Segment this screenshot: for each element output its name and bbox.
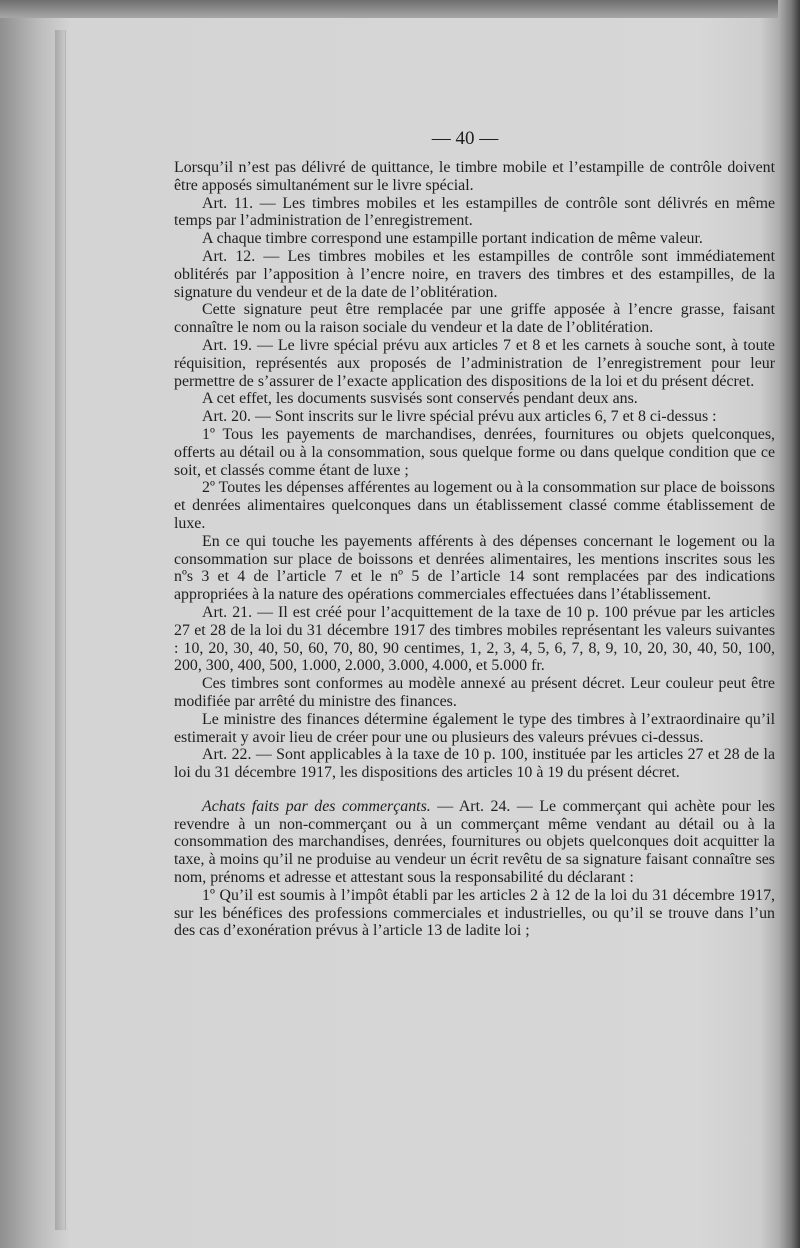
paragraph bbox=[174, 230, 775, 248]
paragraph-text: En ce qui touche les payements afférents à des dépenses concernant le logement ou la consommation sur place de boissons et denrées alimentaires, les mentions inscrites sous les nºs 3 et 4 de l’article 7 et le nº 5 de l’article 14 sont remplacées par des indications appropriées à la nature des opérations commerciales effectuées dans l’établissement. bbox=[174, 532, 775, 604]
paragraph bbox=[174, 675, 775, 711]
paragraph-text: Art. 19. — Le livre spécial prévu aux articles 7 et 8 et les carnets à souche sont, à toute réquisition, représentés aux proposés de l’administration de l’enregistrement pour leur permettre de s’assurer de l’exacte application des dispositions de la loi et du présent décret. bbox=[174, 336, 775, 390]
paragraph bbox=[174, 604, 775, 675]
body-text bbox=[174, 159, 775, 940]
paragraph bbox=[174, 887, 775, 940]
paragraph-text: Lorsqu’il n’est pas délivré de quittance, le timbre mobile et l’estampille de contrôle doivent être apposés simultanément sur le livre spécial. bbox=[174, 159, 775, 194]
paragraph bbox=[174, 798, 775, 887]
paragraph-text: Cette signature peut être remplacée par une griffe apposée à l’encre grasse, faisant connaître le nom ou la raison sociale du vendeur et la date de l’oblitération. bbox=[174, 301, 775, 337]
paragraph bbox=[174, 711, 775, 747]
paragraph bbox=[174, 533, 775, 604]
paragraph bbox=[174, 746, 775, 782]
section-heading: Achats faits par des commerçants. bbox=[202, 797, 431, 815]
paragraph-text: — Art. 24. — Le commerçant qui achète pour les revendre à un non-commerçant ou à un commerçant même vendant au détail ou à la consommation des marchandises, denrées, fournitures ou objets quelconques doit acquitter la taxe, à moins qu’il ne produise au vendeur un écrit revêtu de sa signature faisant connaître ses nom, prénoms et adresse et attestant sous la responsabilité du déclarant : bbox=[174, 797, 775, 887]
paragraph-text: 2º Toutes les dépenses afférentes au logement ou à la consommation sur place de boissons et denrées alimentaires quelconques dans un établissement classé comme établissement de luxe. bbox=[174, 479, 775, 532]
page-right-edge bbox=[778, 0, 800, 1248]
paragraph-text: Art. 11. — Les timbres mobiles et les estampilles de contrôle sont délivrés en même temps par l’administration de l’enregistrement. bbox=[174, 194, 775, 230]
paragraph-text: Art. 20. — Sont inscrits sur le livre spécial prévu aux articles 6, 7 et 8 ci-dessus : bbox=[202, 408, 717, 426]
paragraph bbox=[174, 426, 775, 479]
paragraph bbox=[174, 248, 775, 301]
paragraph-text: Art. 22. — Sont applicables à la taxe de 10 p. 100, instituée par les articles 27 et 28 de la loi du 31 décembre 1917, les dispositions des articles 10 à 19 du présent décret. bbox=[174, 746, 775, 782]
paragraph bbox=[174, 301, 775, 337]
paragraph-text: 1º Tous les payements de marchandises, denrées, fournitures ou objets quelconques, offerts au détail ou à la consommation, sous quelque forme ou dans quelque condition que ce soit, et classés comme étant de luxe ; bbox=[174, 425, 775, 479]
paragraph bbox=[174, 408, 775, 426]
paragraph-text: Art. 12. — Les timbres mobiles et les estampilles de contrôle sont immédiatement oblitérés par l’apposition à l’encre noire, en travers des timbres et des estampilles, de la signature du vendeur et de la date de l’oblitération. bbox=[174, 247, 775, 301]
paragraph bbox=[174, 390, 775, 408]
paragraph bbox=[174, 159, 775, 195]
paragraph-text: A cet effet, les documents susvisés sont conservés pendant deux ans. bbox=[202, 390, 638, 408]
page-top-shadow bbox=[0, 0, 800, 18]
page-left-binding bbox=[55, 30, 66, 1230]
page-number: — 40 — bbox=[431, 128, 499, 149]
paragraph-text: 1º Qu’il est soumis à l’impôt établi par les articles 2 à 12 de la loi du 31 décembre 1917, sur les bénéfices des professions commerciales et industrielles, ou qu’il se trouve dans l’un des cas d’exonération prévus à l’article 13 de ladite loi ; bbox=[174, 886, 775, 940]
paragraph bbox=[174, 195, 775, 231]
paragraph-text: A chaque timbre correspond une estampille portant indication de même valeur. bbox=[202, 230, 703, 248]
paragraph bbox=[174, 479, 775, 532]
paragraph bbox=[174, 337, 775, 390]
paragraph-text: Ces timbres sont conformes au modèle annexé au présent décret. Leur couleur peut être modifiée par arrêté du ministre des finances. bbox=[174, 675, 775, 710]
paragraph-text: Le ministre des finances détermine également le type des timbres à l’extraordinaire qu’il estimerait y avoir lieu de créer pour une ou plusieurs des valeurs prévues ci-dessus. bbox=[174, 710, 775, 746]
paragraph-text: Art. 21. — Il est créé pour l’acquittement de la taxe de 10 p. 100 prévue par les articles 27 et 28 de la loi du 31 décembre 1917 des timbres mobiles représentant les valeurs suivantes : 10, 20, 30, 40, 50, 60, 70, 80, 90 centimes, 1, 2, 3, 4, 5, 6, 7, 8, 9, 10, 20, 30, 40, 50, 100, 200, 300, 400, 500, 1.000, 2.000, 3.000, 4.000, et 5.000 fr. bbox=[174, 603, 775, 675]
